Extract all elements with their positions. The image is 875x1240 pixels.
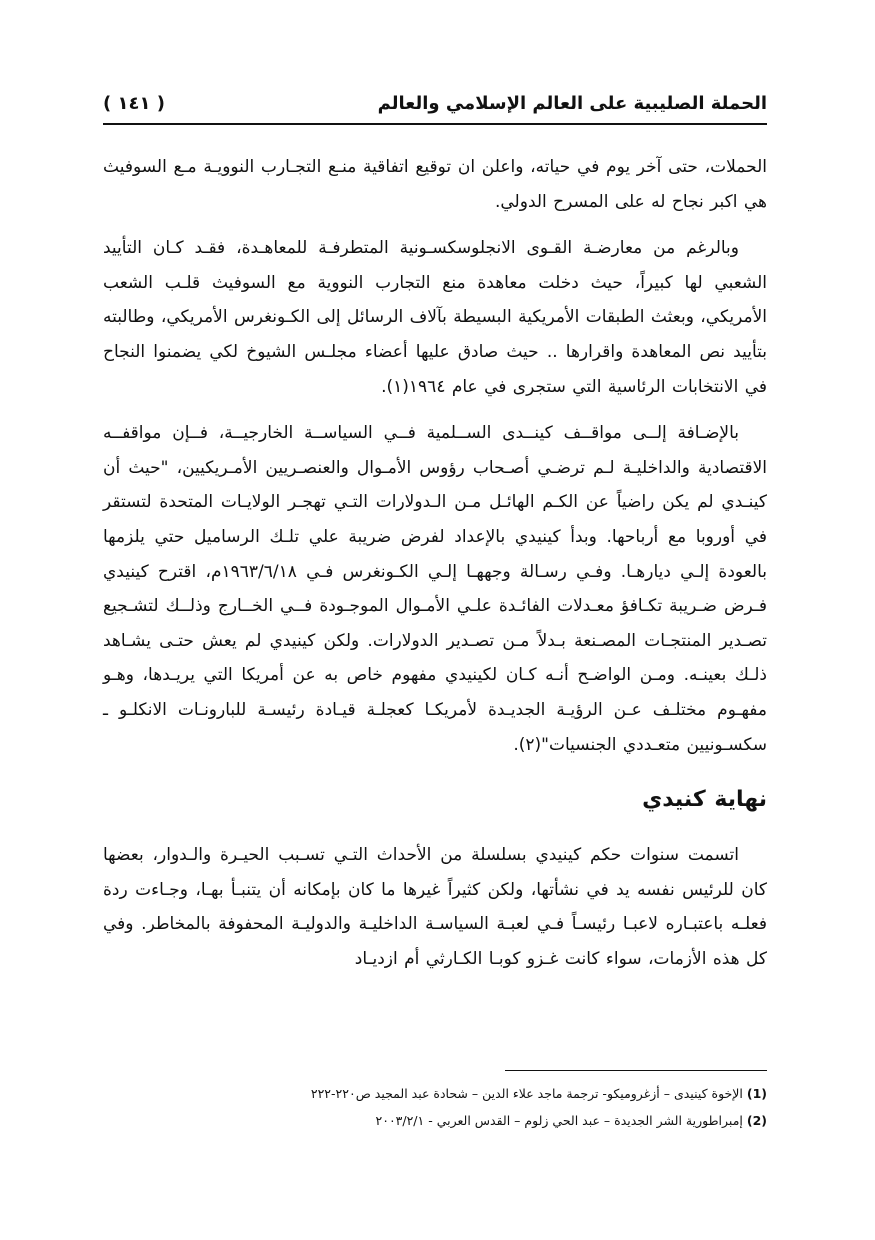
paragraph-3: بالإضـافة إلــى مواقــف كينــدى الســلمية فــي السياســة الخارجيــة، فــإن مواقفــه الاقتصادية والداخليـة لـم ترضـي أصـحاب رؤوس الأمـوال والعنصـريين الأمـريكيين، "حيث أن كينـدي لم يكن راضياً عن الكـم الهائـل مـن الـدولارات التـي تهجـر الولايـات المتحدة لتستقر في أوروبا مع أرباحها. وبدأ كينيدي بالإعداد لفرض ضريبة علي تلـك الرساميل حتي يلزمها بالعودة إلـي ديارهـا. وفـي رسـالة وجههـا إلـي الكـونغرس فـي ١٩٦٣/٦/١٨م، اقترح كينيدي فـرض ضـريبة تكـافؤ معـدلات الفائـدة علـي الأمـوال الموجـودة فــي الخــارج وذلــك لتشـجيع تصـدير المنتجـات المصـنعة بـدلاً مـن تصـدير الدولارات. ولكن كينيدي لم يعش حتـى يشـاهد ذلـك بعينـه. ومـن الواضـح أنـه كـان لكينيدي مفهوم خاص به عن أمريكا التي يريـدها، وهـو مفهـوم مختلـف عـن الرؤيـة الجديـدة لأمريكـا كعجلـة قيـادة رئيسـة للبارونـات الانكلـو ـ سكسـونيين متعـددي الجنسيات"(٢).	[103, 423, 767, 755]
header-rule	[103, 123, 767, 125]
running-header	[103, 86, 767, 122]
footnote	[103, 1107, 767, 1134]
footnote-marker: (1)	[746, 1086, 767, 1101]
section-heading: نهاية كنيدي	[642, 787, 767, 813]
paragraph-1: الحملات، حتى آخر يوم في حياته، واعلن ان توقيع اتفاقية منـع التجـارب النوويـة مـع السوفيث هي اكبر نجاح له على المسرح الدولي.	[103, 157, 767, 212]
running-title: الحملة الصليبية على العالم الإسلامي والعالم	[377, 93, 767, 114]
footnote-text: إمبراطورية الشر الجديدة – عبد الحي زلوم – القدس العربي - ٢٠٠٣/٢/١	[375, 1113, 743, 1128]
footnote	[103, 1080, 767, 1107]
footnote-marker: (2)	[746, 1113, 767, 1128]
page-number: ( ١٤١ )	[103, 93, 165, 114]
footnote-rule	[505, 1070, 767, 1071]
footnotes	[103, 1080, 767, 1134]
paragraph-4: اتسمت سنوات حكم كينيدي بسلسلة من الأحداث التـي تسـبب الحيـرة والـدوار، بعضها كان للرئيس نفسه يد في نشأتها، ولكن كثيراً غيرها ما كان بإمكانه أن يتنبـأ بهـا، وجـاءت ردة فعلـه باعتبـاره لاعبـا رئيسـاً فـي لعبـة السياسـة الداخليـة والدوليـة المحفوفة بالمخاطر. وفي كل هذه الأزمات، سواء كانت غـزو كوبـا الكـارثي أم ازديـاد	[103, 845, 767, 969]
main-text	[103, 150, 767, 976]
footnote-text: الإخوة كينيدى – أزغروميكو- ترجمة ماجد علاء الدين – شحادة عبد المجيد ص٢٢٠-٢٢٢	[310, 1086, 743, 1101]
paragraph-2: وبالرغم من معارضـة القـوى الانجلوسكسـونية المتطرفـة للمعاهـدة، فقـد كـان التأييد الشعبي لها كبيراً، حيث دخلت معاهدة منع التجارب النووية مع السوفيث قلـب الشعب الأمريكي، وبعثث الطبقات الأمريكية البسيطة بآلاف الرسائل إلى الكـونغرس الأمريكي، وطالبته بتأييد نص المعاهدة واقرارها .. حيث صادق عليها أعضاء مجلـس الشيوخ لكي يضمنوا النجاح في الانتخابات الرئاسية التي ستجرى في عام ١٩٦٤(١).	[103, 238, 767, 397]
